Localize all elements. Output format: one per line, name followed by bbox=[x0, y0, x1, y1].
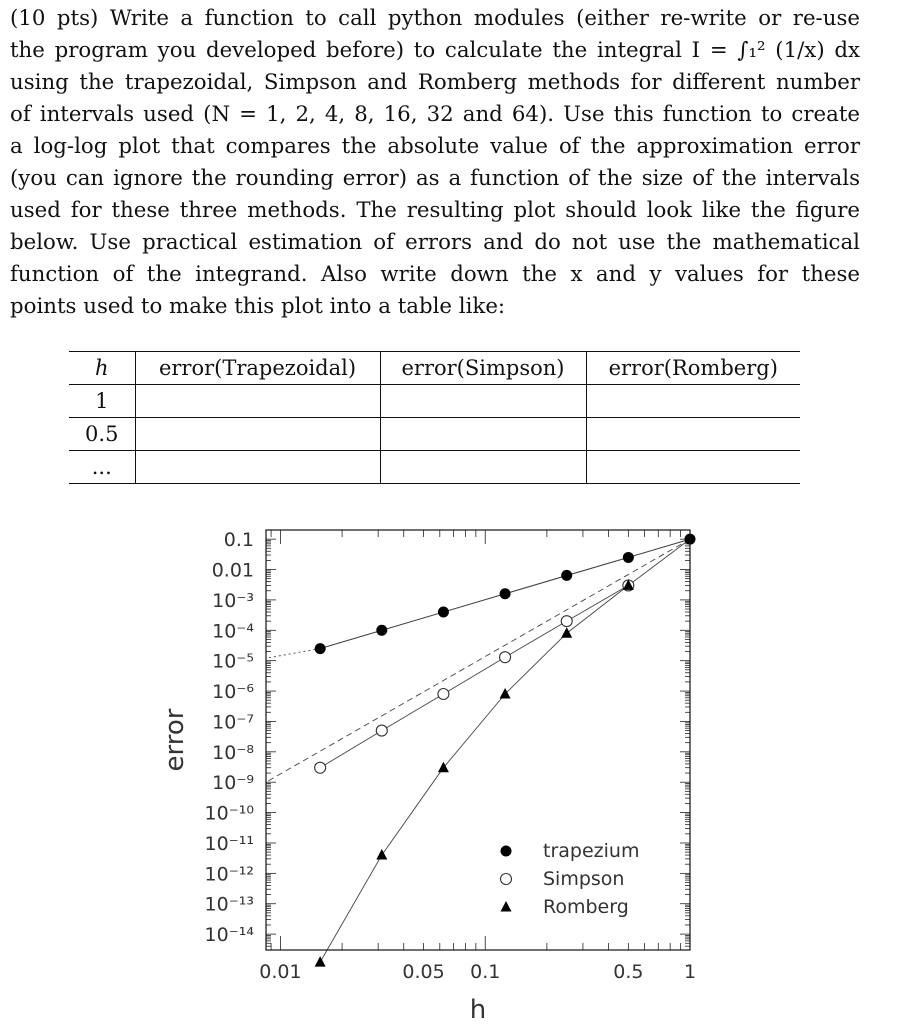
problem-line: points used to make this plot into a table like: bbox=[10, 294, 506, 319]
y-tick-label: 10⁻¹¹ bbox=[204, 832, 254, 855]
y-tick-label: 0.1 bbox=[223, 529, 254, 552]
x-axis-label: h bbox=[469, 995, 487, 1024]
trapezium-fit-line bbox=[320, 539, 690, 648]
table-cell bbox=[135, 418, 380, 451]
romberg-point bbox=[500, 688, 511, 699]
table-cell bbox=[586, 385, 800, 418]
romberg-series-line bbox=[320, 585, 628, 962]
header-romberg: error(Romberg) bbox=[586, 352, 800, 385]
legend-marker-simpson bbox=[501, 874, 512, 885]
simpson-series-line bbox=[320, 585, 628, 767]
simpson-point bbox=[561, 616, 572, 627]
table-row bbox=[69, 418, 800, 451]
simpson-point bbox=[376, 725, 387, 736]
table-cell: 1 bbox=[69, 385, 135, 418]
x-tick-label: 0.1 bbox=[470, 961, 501, 983]
trapezium-point bbox=[438, 607, 449, 618]
legend-label-romberg: Romberg bbox=[543, 896, 629, 918]
table-cell bbox=[135, 385, 380, 418]
simpson-point bbox=[438, 689, 449, 700]
problem-line: below. Use practical estimation of errors and do not use the mathematical bbox=[10, 230, 860, 255]
table-cell: 0.5 bbox=[69, 418, 135, 451]
problem-line: of intervals used (N = 1, 2, 4, 8, 16, 32 and 64). Use this function to create bbox=[10, 102, 860, 127]
legend-label-trapezium: trapezium bbox=[543, 840, 640, 862]
y-tick-label: 10⁻¹⁰ bbox=[204, 802, 254, 825]
simpson-point bbox=[315, 762, 326, 773]
trapezium-point bbox=[376, 625, 387, 636]
plot-frame bbox=[266, 530, 690, 950]
simpson-point bbox=[500, 652, 511, 663]
y-tick-label: 10⁻⁶ bbox=[212, 681, 254, 704]
table-row bbox=[69, 451, 800, 484]
trapezium-point bbox=[561, 570, 572, 581]
table-cell bbox=[380, 385, 586, 418]
trapezium-point bbox=[623, 552, 634, 563]
table-cell bbox=[380, 418, 586, 451]
legend-marker-romberg bbox=[501, 901, 512, 912]
x-tick-label: 1 bbox=[683, 961, 697, 983]
problem-statement bbox=[10, 3, 860, 323]
problem-line: (10 pts) Write a function to call python modules (either re-write or re-use bbox=[10, 6, 860, 31]
y-tick-label: 10⁻¹⁴ bbox=[204, 924, 254, 947]
y-tick-label: 10⁻⁷ bbox=[212, 711, 254, 734]
y-axis-label: error bbox=[160, 708, 190, 772]
trapezium-series-line bbox=[320, 539, 690, 648]
problem-line: the program you developed before) to calculate the integral I = ∫₁² (1/x) dx bbox=[10, 38, 860, 63]
table-cell bbox=[586, 451, 800, 484]
simpson-point bbox=[623, 580, 634, 591]
error-table bbox=[69, 351, 800, 484]
problem-line: (you can ignore the rounding error) as a function of the size of the intervals bbox=[10, 166, 860, 191]
header-h: h bbox=[69, 352, 135, 385]
y-tick-label: 10⁻⁸ bbox=[212, 741, 254, 764]
y-tick-label: 10⁻⁴ bbox=[212, 620, 254, 643]
table-cell: ... bbox=[69, 451, 135, 484]
problem-line: function of the integrand. Also write down the x and y values for these bbox=[10, 262, 860, 287]
trapezium-point bbox=[315, 643, 326, 654]
table-header-row bbox=[69, 352, 800, 385]
x-tick-label: 0.01 bbox=[259, 961, 302, 983]
romberg-point bbox=[376, 849, 387, 860]
problem-line: using the trapezoidal, Simpson and Romberg methods for different number bbox=[10, 70, 860, 95]
table-cell bbox=[586, 418, 800, 451]
romberg-point bbox=[315, 956, 326, 967]
y-tick-label: 10⁻¹³ bbox=[204, 893, 254, 916]
table-cell bbox=[380, 451, 586, 484]
problem-line: used for these three methods. The resulting plot should look like the figure bbox=[10, 198, 860, 223]
romberg-fit-line bbox=[628, 539, 690, 585]
header-simpson: error(Simpson) bbox=[380, 352, 586, 385]
legend-label-simpson: Simpson bbox=[543, 868, 625, 890]
romberg-point bbox=[561, 627, 572, 638]
table-cell bbox=[135, 451, 380, 484]
y-tick-label: 10⁻⁹ bbox=[212, 772, 254, 795]
header-trapezoidal: error(Trapezoidal) bbox=[135, 352, 380, 385]
table-row bbox=[69, 385, 800, 418]
x-tick-label: 0.05 bbox=[402, 961, 445, 983]
x-tick-label: 0.5 bbox=[613, 961, 644, 983]
romberg-point bbox=[438, 762, 449, 773]
y-tick-label: 10⁻³ bbox=[212, 589, 254, 612]
romberg-point bbox=[623, 579, 634, 590]
simpson-fit-line bbox=[266, 539, 690, 782]
y-tick-label: 0.01 bbox=[211, 559, 254, 582]
y-tick-label: 10⁻¹² bbox=[204, 863, 254, 886]
trapezium-extrapolation bbox=[266, 649, 320, 659]
trapezium-point bbox=[500, 588, 511, 599]
trapezium-point bbox=[685, 534, 696, 545]
legend-marker-trapezium bbox=[501, 846, 512, 857]
problem-line: a log-log plot that compares the absolute value of the approximation error bbox=[10, 134, 860, 159]
y-tick-label: 10⁻⁵ bbox=[212, 650, 254, 673]
